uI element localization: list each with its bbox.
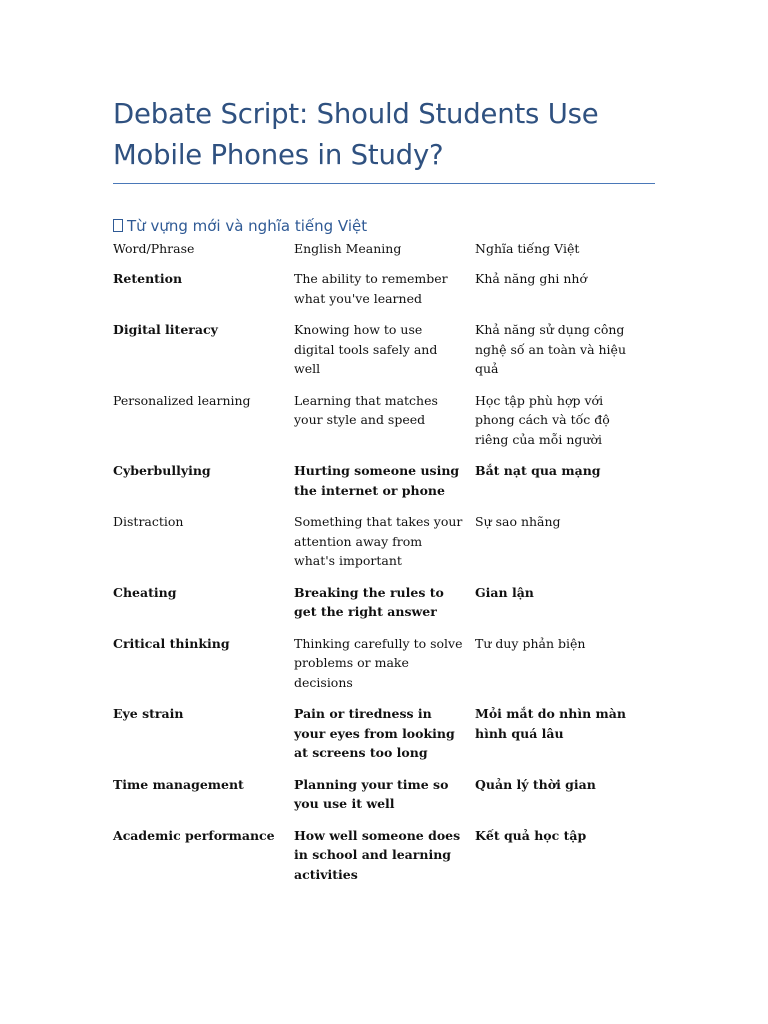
cell-vietnamese-meaning: [475, 775, 655, 826]
document-page: [113, 94, 655, 896]
cell-vietnamese-meaning-text: Khả năng ghi nhớ: [475, 271, 587, 286]
cell-term-text: Digital literacy: [113, 322, 218, 337]
cell-english-meaning-text: Something that takes your attention away from what's important: [294, 514, 463, 568]
cell-term-text: Retention: [113, 271, 183, 286]
cell-english-meaning: [294, 391, 475, 462]
table-row: [113, 269, 655, 320]
cell-term: [113, 583, 294, 634]
cell-english-meaning: [294, 704, 475, 775]
cell-term: [113, 634, 294, 705]
cell-vietnamese-meaning-text: Sự sao nhãng: [475, 514, 561, 529]
table-row: [113, 391, 655, 462]
cell-vietnamese-meaning-text: Khả năng sử dụng công nghệ số an toàn và hiệu quả: [475, 322, 626, 376]
cell-vietnamese-meaning: [475, 320, 655, 391]
cell-english-meaning-text: Thinking carefully to solve problems or make decisions: [294, 635, 463, 690]
cell-vietnamese-meaning: [475, 634, 655, 705]
cell-english-meaning: [294, 461, 475, 512]
cell-term-text: Cheating: [113, 584, 177, 600]
cell-vietnamese-meaning: [475, 583, 655, 634]
cell-vietnamese-meaning: [475, 826, 655, 897]
title-underline: [113, 183, 655, 184]
cell-term: [113, 269, 294, 320]
cell-term: [113, 461, 294, 512]
table-row: [113, 704, 655, 775]
cell-vietnamese-meaning: [475, 461, 655, 512]
cell-vietnamese-meaning-text: Quản lý thời gian: [475, 776, 596, 792]
cell-english-meaning-text: Planning your time so you use it well: [294, 776, 449, 811]
cell-english-meaning: [294, 269, 475, 320]
table-row: [113, 775, 655, 826]
cell-vietnamese-meaning: [475, 704, 655, 775]
header-word-phrase: Word/Phrase: [113, 241, 195, 256]
cell-english-meaning: [294, 634, 475, 705]
cell-term-text: Distraction: [113, 514, 184, 529]
table-row: [113, 826, 655, 897]
cell-term: [113, 320, 294, 391]
cell-vietnamese-meaning-text: Tư duy phản biện: [475, 635, 586, 651]
missing-glyph-icon: [113, 219, 123, 232]
cell-vietnamese-meaning-text: Gian lận: [475, 584, 534, 600]
cell-english-meaning: [294, 583, 475, 634]
cell-term: [113, 775, 294, 826]
cell-vietnamese-meaning: [475, 391, 655, 462]
cell-english-meaning-text: Pain or tiredness in your eyes from looking at screens too long: [294, 706, 455, 760]
cell-english-meaning: [294, 775, 475, 826]
header-vietnamese-meaning: Nghĩa tiếng Việt: [475, 241, 580, 256]
vocabulary-table: [113, 239, 655, 896]
cell-english-meaning-text: Breaking the rules to get the right answer: [294, 584, 444, 619]
cell-vietnamese-meaning: [475, 512, 655, 583]
table-header-row: [113, 239, 655, 269]
cell-term: [113, 704, 294, 775]
cell-term-text: Cyberbullying: [113, 463, 211, 478]
cell-term-text: Personalized learning: [113, 392, 251, 408]
header-english-meaning: English Meaning: [294, 241, 402, 256]
cell-english-meaning: [294, 512, 475, 583]
cell-term-text: Academic performance: [113, 827, 275, 843]
cell-term-text: Time management: [113, 776, 244, 792]
table-row: [113, 512, 655, 583]
cell-english-meaning-text: Learning that matches your style and speed: [294, 392, 438, 427]
table-row: [113, 461, 655, 512]
cell-term-text: Critical thinking: [113, 635, 230, 651]
section-heading-text: Từ vựng mới và nghĩa tiếng Việt: [127, 217, 368, 235]
section-heading: [113, 216, 655, 236]
table-row: [113, 634, 655, 705]
cell-vietnamese-meaning: [475, 269, 655, 320]
cell-vietnamese-meaning-text: Mỏi mắt do nhìn màn hình quá lâu: [475, 706, 626, 741]
cell-term: [113, 391, 294, 462]
cell-english-meaning-text: The ability to remember what you've learned: [294, 271, 448, 306]
cell-vietnamese-meaning-text: Kết quả học tập: [475, 827, 587, 843]
cell-term: [113, 826, 294, 897]
cell-vietnamese-meaning-text: Học tập phù hợp với phong cách và tốc độ riêng của mỗi người: [475, 392, 610, 447]
table-row: [113, 583, 655, 634]
cell-english-meaning-text: How well someone does in school and learning activities: [294, 827, 461, 882]
cell-vietnamese-meaning-text: Bắt nạt qua mạng: [475, 463, 601, 478]
cell-english-meaning: [294, 826, 475, 897]
cell-english-meaning-text: Hurting someone using the internet or phone: [294, 463, 460, 498]
document-title: Debate Script: Should Students Use Mobile Phones in Study?: [113, 98, 599, 171]
cell-english-meaning-text: Knowing how to use digital tools safely and well: [294, 322, 438, 376]
cell-term: [113, 512, 294, 583]
table-row: [113, 320, 655, 391]
cell-term-text: Eye strain: [113, 706, 184, 721]
cell-english-meaning: [294, 320, 475, 391]
